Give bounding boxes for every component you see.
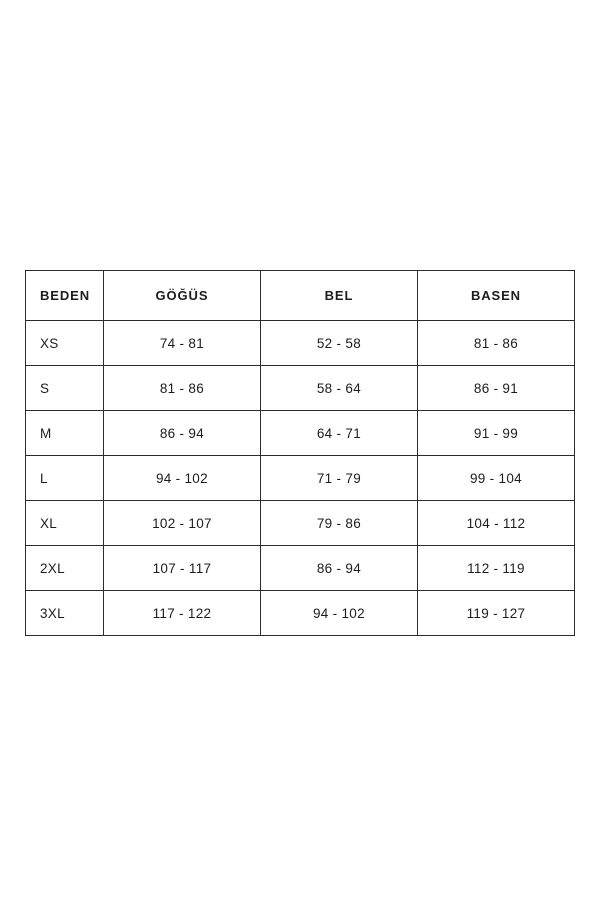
table-row [26,366,575,411]
table-header-row [26,271,575,321]
column-header-gogus: GÖĞÜS [103,271,260,321]
cell-gogus: 81 - 86 [103,366,260,411]
table-row [26,501,575,546]
cell-bel: 58 - 64 [260,366,417,411]
cell-beden: M [26,411,104,456]
size-chart-table [25,270,575,636]
cell-basen: 86 - 91 [417,366,574,411]
cell-gogus: 117 - 122 [103,591,260,636]
cell-bel: 52 - 58 [260,321,417,366]
cell-basen: 91 - 99 [417,411,574,456]
cell-bel: 71 - 79 [260,456,417,501]
cell-basen: 119 - 127 [417,591,574,636]
cell-gogus: 107 - 117 [103,546,260,591]
cell-bel: 64 - 71 [260,411,417,456]
cell-beden: 3XL [26,591,104,636]
table-row [26,411,575,456]
cell-beden: 2XL [26,546,104,591]
cell-beden: XS [26,321,104,366]
cell-beden: L [26,456,104,501]
column-header-basen: BASEN [417,271,574,321]
cell-basen: 104 - 112 [417,501,574,546]
cell-basen: 99 - 104 [417,456,574,501]
cell-bel: 94 - 102 [260,591,417,636]
table-body [26,321,575,636]
cell-beden: S [26,366,104,411]
cell-beden: XL [26,501,104,546]
table-row [26,546,575,591]
cell-bel: 86 - 94 [260,546,417,591]
cell-gogus: 86 - 94 [103,411,260,456]
cell-gogus: 102 - 107 [103,501,260,546]
table-header [26,271,575,321]
cell-bel: 79 - 86 [260,501,417,546]
size-chart-container [25,270,575,636]
cell-basen: 112 - 119 [417,546,574,591]
cell-gogus: 74 - 81 [103,321,260,366]
table-row [26,321,575,366]
cell-gogus: 94 - 102 [103,456,260,501]
cell-basen: 81 - 86 [417,321,574,366]
table-row [26,591,575,636]
column-header-bel: BEL [260,271,417,321]
table-row [26,456,575,501]
column-header-beden: BEDEN [26,271,104,321]
